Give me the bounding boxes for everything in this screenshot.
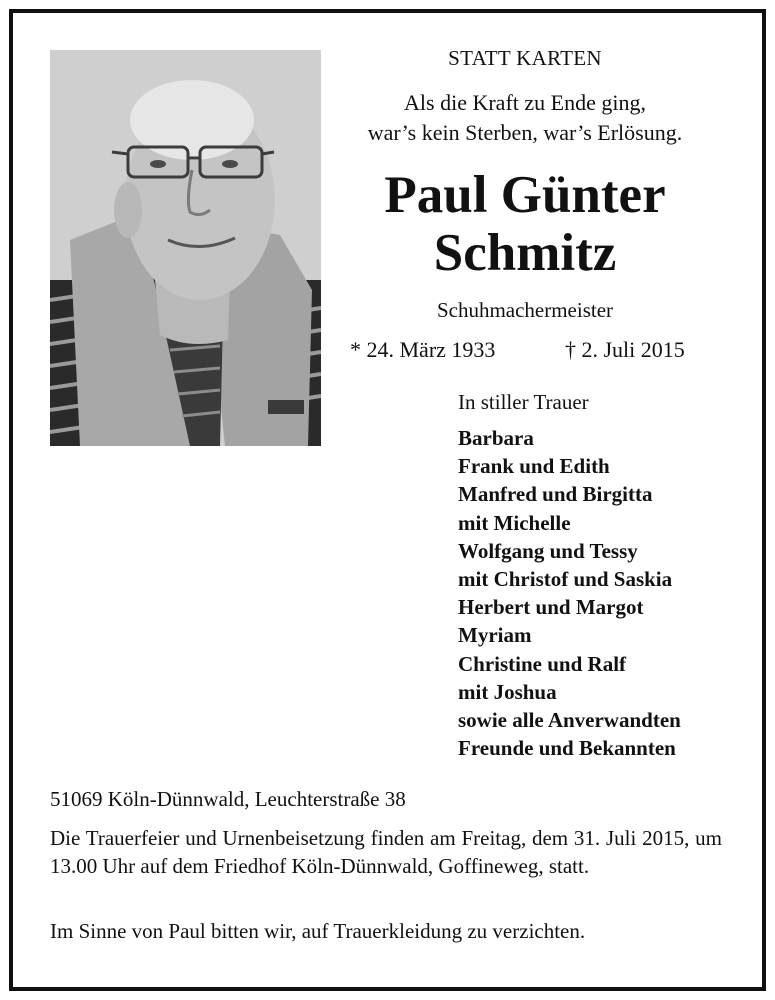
mourner-name: mit Michelle xyxy=(458,510,571,535)
mourner-name: Frank und Edith xyxy=(458,454,610,479)
mourning-address: 51069 Köln-Dünnwald, Leuchterstraße 38 xyxy=(50,787,406,811)
death-date: † 2. Juli 2015 xyxy=(565,337,685,362)
quote-line-1: Als die Kraft zu Ende ging, xyxy=(404,90,646,115)
deceased-profession: Schuhmachermeister xyxy=(436,298,614,322)
mourner-name: mit Christof und Saskia xyxy=(458,567,673,592)
memorial-quote xyxy=(340,88,710,148)
deceased-name-line-1: Paul Günter xyxy=(384,166,666,224)
funeral-service-info: Die Trauerfeier und Urnenbeisetzung finden am Freitag, dem 31. Juli 2015, um 13.00 Uhr auf dem Friedhof Köln-Dünnwald, Goffineweg, statt. xyxy=(50,826,722,878)
mourner-name: mit Joshua xyxy=(458,679,557,704)
mourners-list xyxy=(458,424,681,762)
mourner-name: Freunde und Bekannten xyxy=(458,736,676,761)
mourner-name: Christine und Ralf xyxy=(458,651,627,676)
mourner-name: Wolfgang und Tessy xyxy=(458,538,638,563)
deceased-name-line-2: Schmitz xyxy=(433,224,617,282)
mourning-label: In stiller Trauer xyxy=(458,390,589,414)
mourner-name: Myriam xyxy=(458,623,532,648)
mourner-name: Barbara xyxy=(458,426,534,450)
quote-line-2: war’s kein Sterben, war’s Erlösung. xyxy=(367,120,683,145)
mourner-name: sowie alle Anverwandten xyxy=(458,708,681,733)
deceased-name xyxy=(330,166,720,282)
portrait-photo xyxy=(50,50,321,446)
mourner-name: Manfred und Birgitta xyxy=(458,482,653,507)
dress-code-note: Im Sinne von Paul bitten wir, auf Trauerkleidung zu verzichten. xyxy=(50,919,586,943)
statt-karten-header: STATT KARTEN xyxy=(448,46,602,70)
birth-date: * 24. März 1933 xyxy=(350,337,496,362)
mourner-name: Herbert und Margot xyxy=(458,595,644,620)
